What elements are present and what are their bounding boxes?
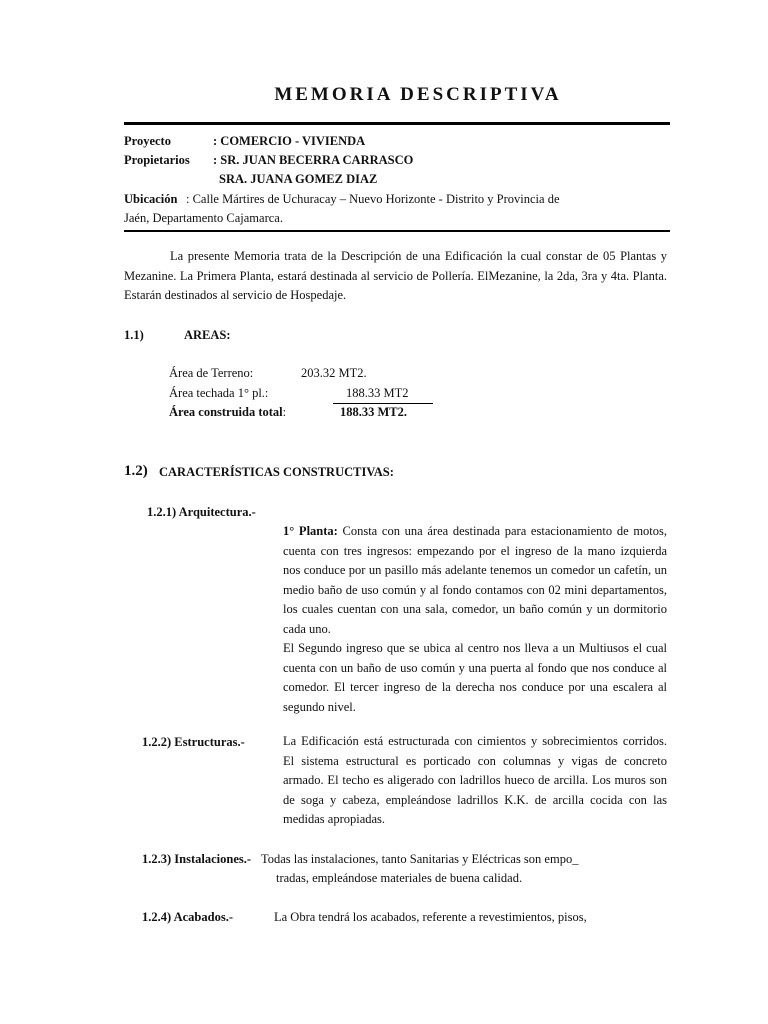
arquitectura-line: nos conduce por un pasillo más adelante tenemos un comedor un cafetín, un [283,563,667,577]
caracteristicas-number: 1.2) [124,463,148,479]
intro-line: La presente Memoria trata de la Descripción de una Edificación la cual constar de 05 Plantas y [170,249,667,263]
header-top-rule [124,122,670,125]
area-terreno-label: Área de Terreno: [169,366,254,380]
area-construida-value: 188.33 MT2. [340,405,408,419]
arquitectura-line: comedor. El tercer ingreso de la derecha nos conduce por una escalera al [283,680,667,694]
estructuras-paragraph [283,732,667,830]
area-construida-colon: : [282,405,287,419]
areas-number: 1.1) [124,328,144,342]
intro-line: Estarán destinados al servicio de Hospedaje. [124,288,347,302]
arquitectura-line: cuenta con tres ingresos: empezando por el ingreso de la mano izquierda [283,543,667,558]
area-techada-label: Área techada 1° pl.: [169,386,269,400]
intro-paragraph [124,247,667,306]
instalaciones-heading: 1.2.3) Instalaciones.- [142,852,252,866]
areas-heading: AREAS: [184,328,231,342]
caracteristicas-heading: CARACTERÍSTICAS CONSTRUCTIVAS: [159,465,394,479]
estructuras-line: armado. El techo es aligerado con ladrillos hueco de arcilla. Los muros son [283,773,667,787]
arquitectura-line-text: Consta con una área destinada para estacionamiento de motos, [337,524,668,538]
document-title: MEMORIA DESCRIPTIVA [274,84,562,105]
area-construida-label: Área construida total [169,405,283,419]
acabados-line-1: La Obra tendrá los acabados, referente a revestimientos, pisos, [274,910,587,924]
estructuras-line: El sistema estructural es porticado con columnas y vigas de concreto [283,753,667,768]
arquitectura-line: segundo nivel. [283,699,356,714]
arquitectura-paragraph [283,522,667,717]
arquitectura-line: cada uno. [283,621,331,636]
estructuras-line: La Edificación está estructurada con cimientos y sobrecimientos corridos. [283,734,667,748]
ubicacion-line-2: Jaén, Departamento Cajamarca. [124,211,283,225]
arquitectura-line: cuenta con un baño de uso común y una puerta al fondo que nos conduce al [283,660,667,675]
propietarios-value-2: SRA. JUANA GOMEZ DIAZ [219,172,378,186]
ubicacion-line-1: : Calle Mártires de Uchuracay – Nuevo Horizonte - Distrito y Provincia de [186,192,560,206]
intro-line: Mezanine. La Primera Planta, estará destinada al servicio de Pollería. ElMezanine, la 2da, 3ra y 4ta. Planta. [124,268,667,283]
arquitectura-line: El Segundo ingreso que se ubica al centro nos lleva a un Multiusos el cual [283,641,667,655]
area-techada-value: 188.33 MT2 [346,386,409,400]
instalaciones-line-2: tradas, empleándose materiales de buena calidad. [276,871,523,885]
arquitectura-line: medio baño de uso común y al fondo contamos con 02 mini departamentos, [283,582,667,597]
propietarios-value-1: : SR. JUAN BECERRA CARRASCO [213,153,414,167]
area-terreno-value: 203.32 MT2. [301,366,367,380]
proyecto-label: Proyecto [124,134,171,148]
proyecto-value: : COMERCIO - VIVIENDA [213,134,366,148]
arquitectura-line [283,522,667,542]
acabados-heading: 1.2.4) Acabados.- [142,910,233,924]
area-sum-rule [333,403,433,404]
area-construida-label-group [169,405,286,420]
estructuras-heading: 1.2.2) Estructuras.- [142,735,245,749]
ubicacion-label: Ubicación [124,192,178,206]
primera-planta-label: 1° Planta: [283,524,338,538]
header-bottom-rule [124,230,670,232]
instalaciones-line-1: Todas las instalaciones, tanto Sanitarias y Eléctricas son empo_ [261,852,579,866]
propietarios-label: Propietarios [124,153,190,167]
estructuras-line: de soga y cabeza, empleándose ladrillos K.K. de arcilla cocida con las [283,792,667,807]
estructuras-line: medidas apropiadas. [283,812,386,826]
arquitectura-line: los cuales cuentan con una sala, comedor, un baño común y un dormitorio [283,602,667,616]
arquitectura-heading: 1.2.1) Arquitectura.- [147,505,256,519]
